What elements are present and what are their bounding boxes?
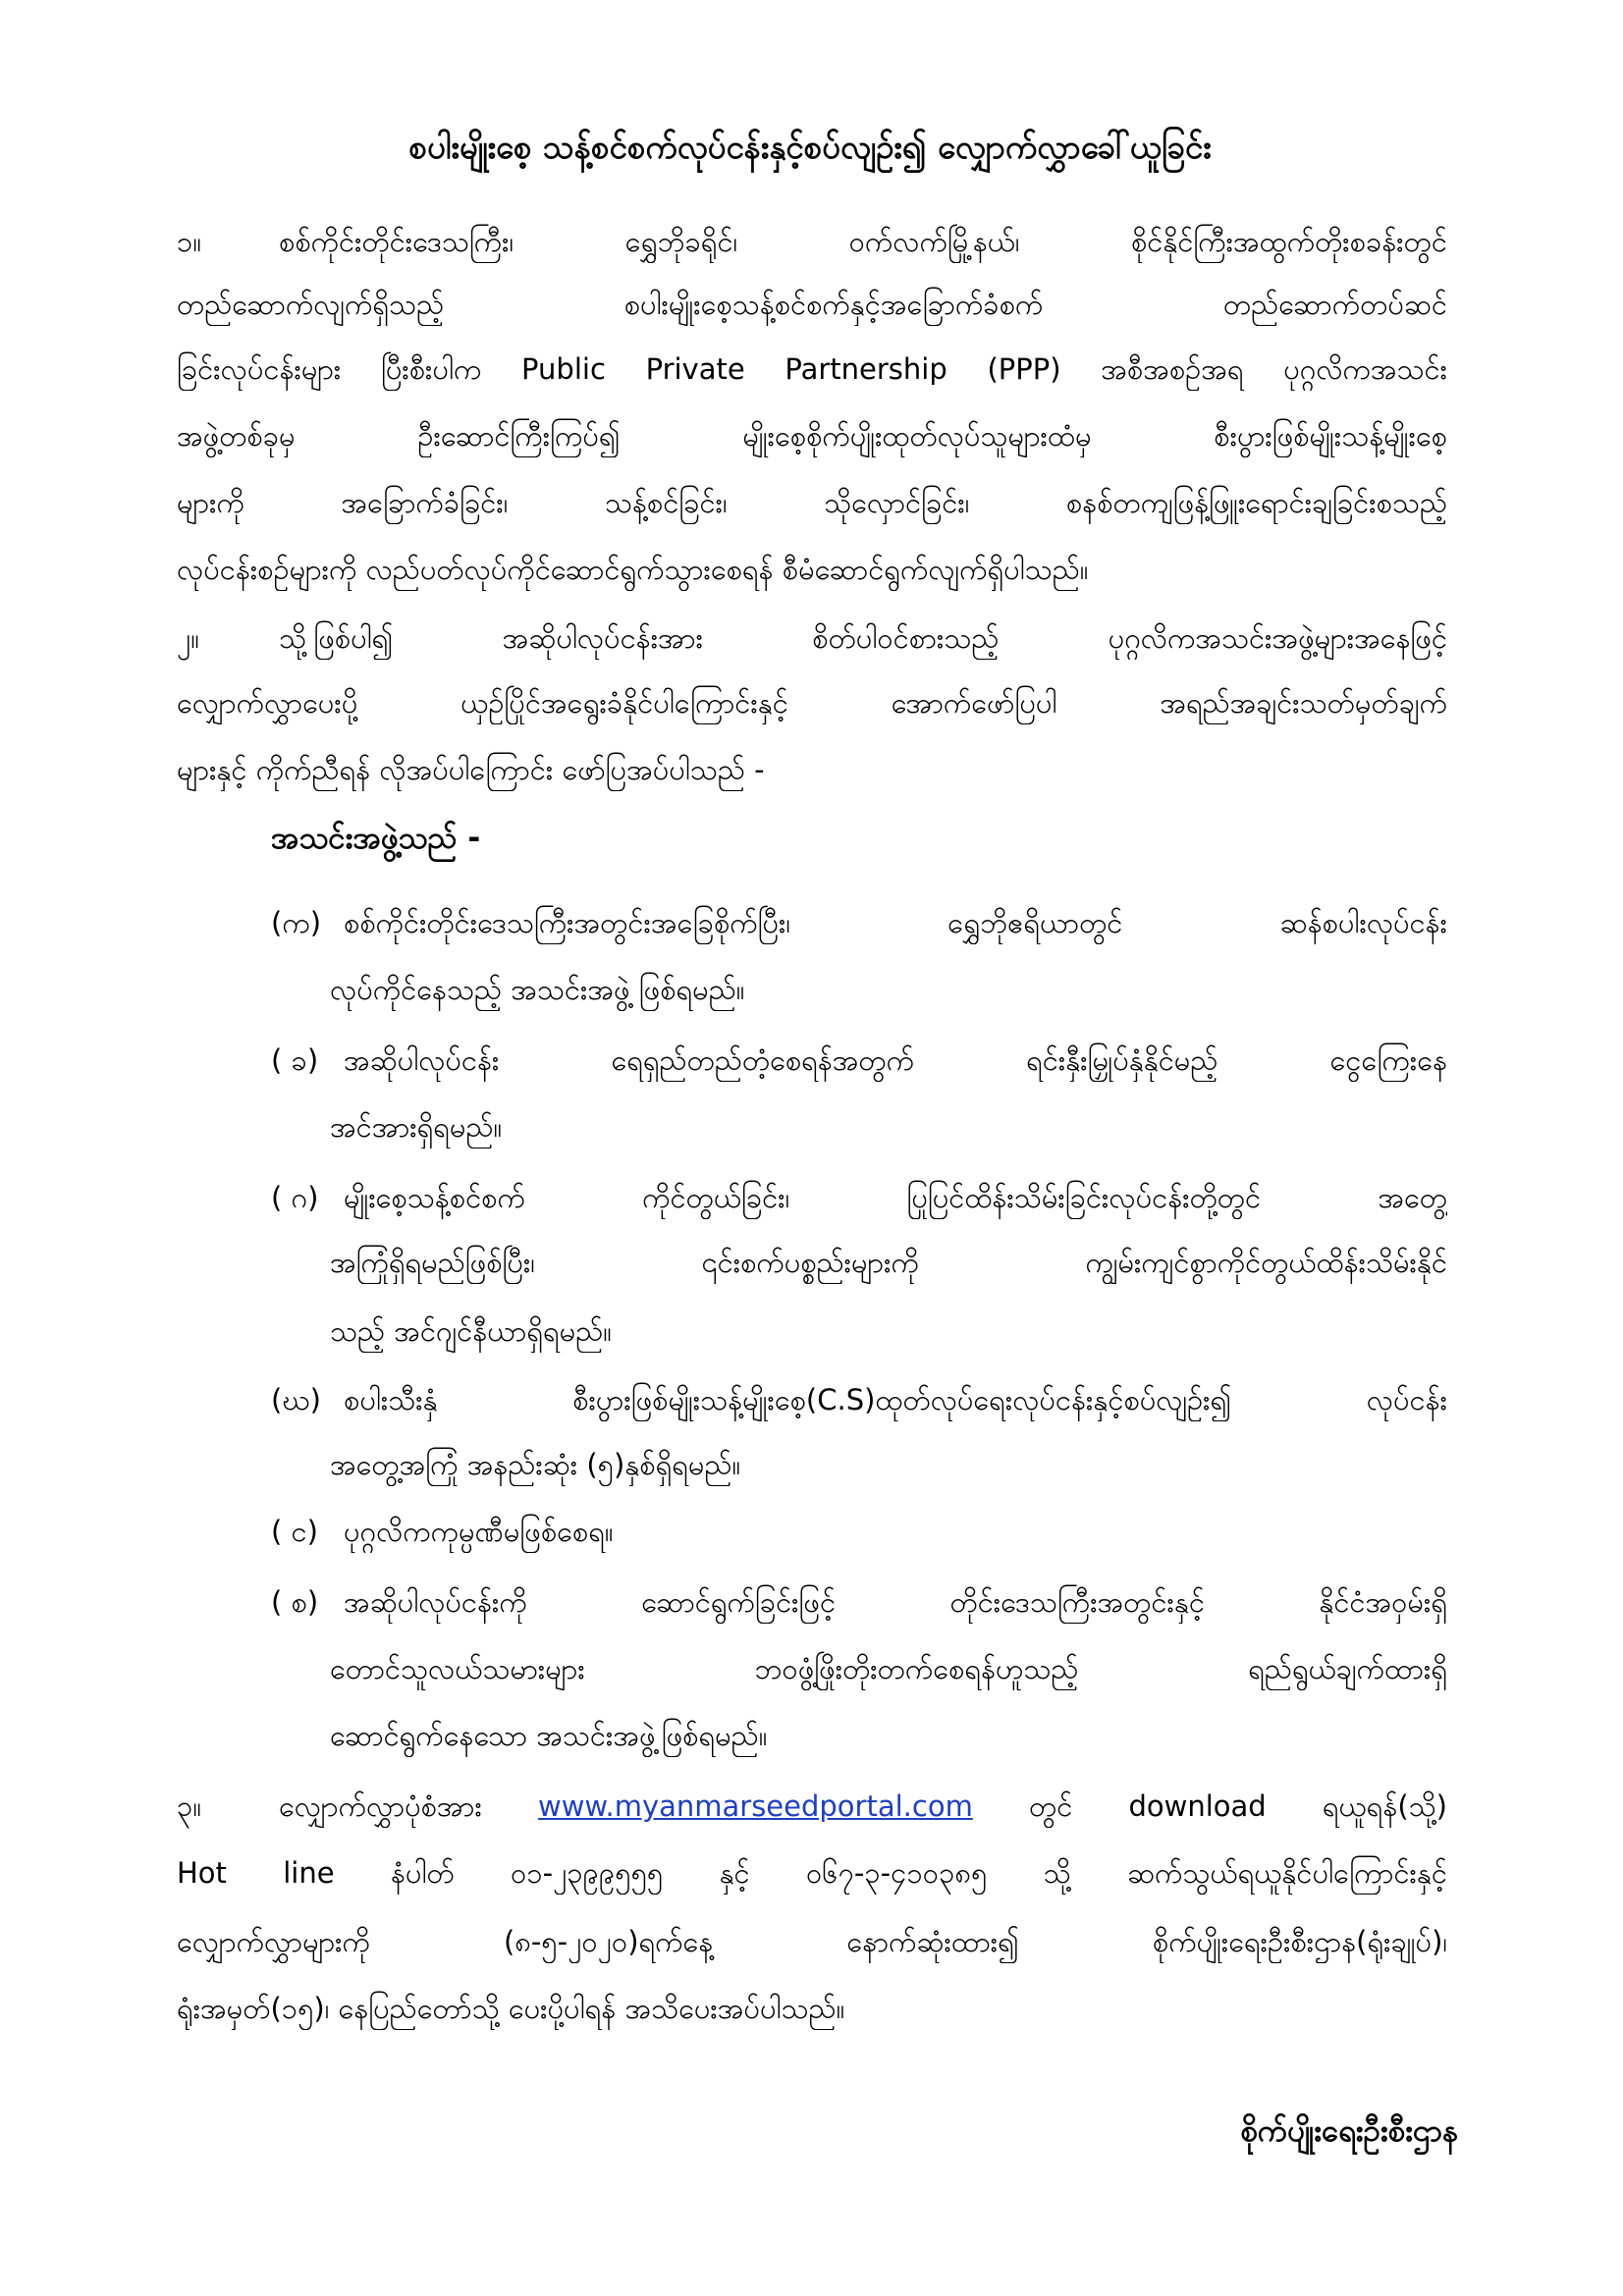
criterion-label: ( င) bbox=[271, 1515, 318, 1548]
para2-line-1: သို့ဖြစ်ပါ၍ အဆိုပါလုပ်ငန်းအား စိတ်ပါဝင်စားသည့် ပုဂ္ဂလိကအသင်းအဖွဲ့များအနေဖြင့် bbox=[279, 621, 1447, 655]
criterion-line: ဆောင်ရွက်နေသော အသင်းအဖွဲ့ဖြစ်ရမည်။ bbox=[330, 1719, 768, 1752]
para3-number: ၃။ bbox=[177, 1789, 202, 1823]
criterion-line: စစ်ကိုင်းတိုင်းဒေသကြီးအတွင်းအခြေစိုက်ပြီး၊ ရွှေဘိုဧရိယာတွင် ဆန်စပါးလုပ်ငန်း bbox=[344, 906, 1447, 939]
page-title: စပါးမျိုးစေ့ သန့်စင်စက်လုပ်ငန်းနှင့်စပ်လျဉ်း၍ လျှောက်လွှာခေါ်ယူခြင်း bbox=[408, 128, 1212, 166]
para3-line-1 bbox=[279, 1785, 1447, 1828]
seed-portal-link[interactable]: www.myanmarseedportal.com bbox=[537, 1789, 973, 1823]
para1-number: ၁။ bbox=[177, 225, 202, 258]
para1-line-3: ခြင်းလုပ်ငန်းများ ပြီးစီးပါက Public Private Partnership (PPP) အစီအစဉ်အရ ပုဂ္ဂလိကအသင်း bbox=[177, 352, 1447, 386]
para3-line-1-before: လျှောက်လွှာပုံစံအား bbox=[279, 1789, 482, 1823]
para1-line-2: တည်ဆောက်လျက်ရှိသည့် စပါးမျိုးစေ့သန့်စင်စက်နှင့်အခြောက်ခံစက် တည်ဆောက်တပ်ဆင် bbox=[177, 288, 1447, 321]
criterion-line: သည့် အင်ဂျင်နီယာရှိရမည်။ bbox=[330, 1314, 613, 1348]
criterion-label: (က) bbox=[271, 906, 322, 939]
para3-line-2: Hot line နံပါတ် ၀၁-၂၃၉၉၅၅၅ နှင့် ၀၆၇-၃-၄၁၀၃၈၅ သို့ ဆက်သွယ်ရယူနိုင်ပါကြောင်းနှင့် bbox=[177, 1856, 1447, 1890]
criteria-heading: အသင်းအဖွဲ့သည် - bbox=[271, 821, 481, 856]
para2-number: ၂။ bbox=[177, 621, 200, 655]
signature-department: စိုက်ပျိုးရေးဦးစီးဌာန bbox=[1240, 2113, 1458, 2149]
criterion-line: ပုဂ္ဂလိကကုမ္ပဏီမဖြစ်စေရ။ bbox=[344, 1515, 614, 1548]
para2-line-2: လျှောက်လွှာပေးပို့ ယှဉ်ပြိုင်အရွေးခံနိုင်ပါကြောင်းနှင့် အောက်ဖော်ပြပါ အရည်အချင်းသတ်မှတ်ချက် bbox=[177, 686, 1447, 720]
criterion-line: မျိုးစေ့သန့်စင်စက် ကိုင်တွယ်ခြင်း၊ ပြုပြင်ထိန်းသိမ်းခြင်းလုပ်ငန်းတို့တွင် အတွေ့ bbox=[344, 1181, 1447, 1214]
para1-line-6: လုပ်ငန်းစဉ်များကို လည်ပတ်လုပ်ကိုင်ဆောင်ရွက်သွားစေရန် စီမံဆောင်ရွက်လျက်ရှိပါသည်။ bbox=[177, 553, 1089, 586]
para1-line-4: အဖွဲ့တစ်ခုမှ ဦးဆောင်ကြီးကြပ်၍ မျိုးစေ့စိုက်ပျိုးထုတ်လုပ်သူများထံမှ စီးပွားဖြစ်မျိုးသန့်မျိုးစေ့ bbox=[177, 419, 1447, 453]
para3-line-1-after: တွင် download ရယူရန်(သို့) bbox=[1029, 1789, 1447, 1823]
para2-line-3: များနှင့် ကိုက်ညီရန် လိုအပ်ပါကြောင်း ဖော်ပြအပ်ပါသည် - bbox=[177, 753, 765, 786]
para3-line-3: လျှောက်လွှာများကို (၈-၅-၂၀၂၀)ရက်နေ့ နောက်ဆုံးထား၍ စိုက်ပျိုးရေးဦးစီးဌာန(ရုံးချုပ်)၊ bbox=[177, 1925, 1447, 1958]
criterion-line: စပါးသီးနှံ စီးပွားဖြစ်မျိုးသန့်မျိုးစေ့(C.S)ထုတ်လုပ်ရေးလုပ်ငန်းနှင့်စပ်လျဉ်း၍ လုပ်ငန်း bbox=[344, 1383, 1447, 1416]
criterion-line: လုပ်ကိုင်နေသည့် အသင်းအဖွဲ့ ဖြစ်ရမည်။ bbox=[330, 973, 745, 1006]
criterion-line: တောင်သူလယ်သမားများ ဘဝဖွံ့ဖြိုးတိုးတက်စေရန်ဟူသည့် ရည်ရွယ်ချက်ထားရှိ bbox=[330, 1652, 1447, 1685]
para3-line-4: ရုံးအမှတ်(၁၅)၊ နေပြည်တော်သို့ ပေးပို့ပါရန် အသိပေးအပ်ပါသည်။ bbox=[177, 1992, 845, 2025]
criterion-label: ( ခ) bbox=[271, 1043, 319, 1077]
para1-line-5: များကို အခြောက်ခံခြင်း၊ သန့်စင်ခြင်း၊ သိုလှောင်ခြင်း၊ စနစ်တကျဖြန့်ဖြူးရောင်းချခြင်းစသည့် bbox=[177, 486, 1447, 519]
criterion-label: (ဃ) bbox=[271, 1383, 321, 1416]
para1-line-1: စစ်ကိုင်းတိုင်းဒေသကြီး၊ ရွှေဘိုခရိုင်၊ ဝက်လက်မြို့နယ်၊ စိုင်နိုင်ကြီးအထွက်တိုးစခန်းတွင် bbox=[279, 225, 1447, 258]
criterion-label: ( ဂ) bbox=[271, 1181, 319, 1214]
criterion-line: အတွေ့အကြုံ အနည်းဆုံး (၅)နှစ်ရှိရမည်။ bbox=[330, 1448, 741, 1481]
criterion-label: ( စ) bbox=[271, 1585, 319, 1619]
criterion-line: အဆိုပါလုပ်ငန်းကို ဆောင်ရွက်ခြင်းဖြင့် တိုင်းဒေသကြီးအတွင်းနှင့် နိုင်ငံအဝှမ်းရှိ bbox=[344, 1585, 1447, 1619]
criterion-line: အဆိုပါလုပ်ငန်း ရေရှည်တည်တံ့စေရန်အတွက် ရင်းနှီးမြှုပ်နှံနိုင်မည့် ငွေကြေးနေ bbox=[344, 1043, 1447, 1077]
criterion-line: အကြုံရှိရမည်ဖြစ်ပြီး၊ ၎င်းစက်ပစ္စည်းများကို ကျွမ်းကျင်စွာကိုင်တွယ်ထိန်းသိမ်းနိုင် bbox=[330, 1246, 1447, 1279]
criterion-line: အင်အားရှိရမည်။ bbox=[330, 1110, 503, 1144]
